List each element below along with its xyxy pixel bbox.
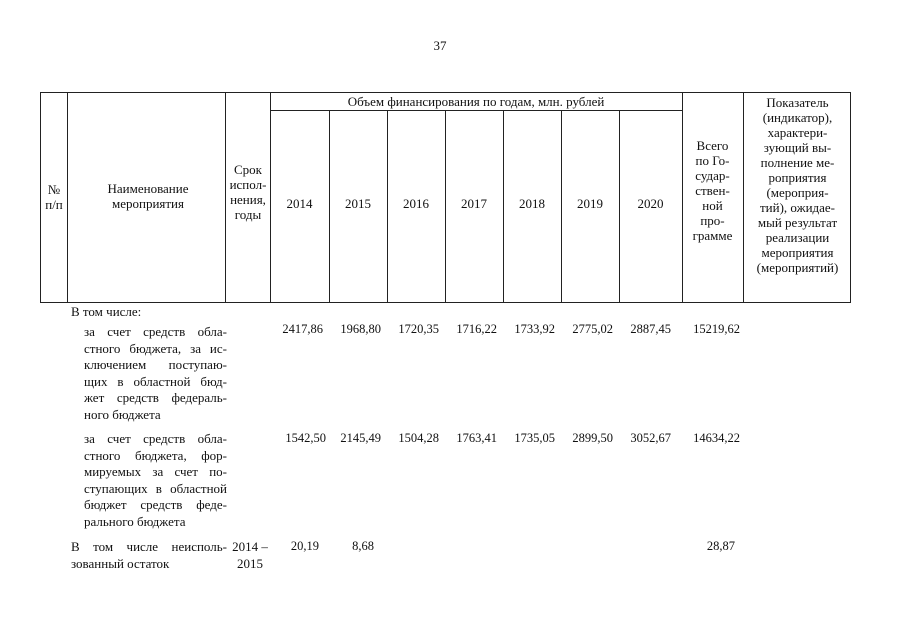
row2-name: за счет средств обла- стного бюджета, фор- мируемых за счет по- ступающих в областной бюджет средств феде- рального бюджета (84, 431, 227, 529)
row2-2017: 1763,41 (456, 431, 497, 445)
row1-total: 15219,62 (693, 322, 740, 336)
year-2017: 2017 (461, 196, 487, 211)
row2-2016: 1504,28 (398, 431, 439, 445)
header-total: Всего по Го- судар- ствен- ной про- грамме (692, 138, 733, 243)
header-indicator: Показатель (индикатор), характери- зующий вы- полнение ме- роприятия (мероприя- тий), ожидае- мый результат реализации мероприятия (мероприятий) (756, 95, 839, 275)
year-2014: 2014 (286, 196, 313, 211)
year-2020: 2020 (637, 196, 664, 211)
row2-2018: 1735,05 (514, 431, 555, 445)
intro-text: В том числе: (71, 304, 142, 319)
header-funding: Объем финансирования по годам, млн. рублей (347, 94, 605, 109)
row3-name: В том числе неисполь- зованный остаток (71, 539, 227, 571)
row1-2017: 1716,22 (456, 322, 497, 336)
row2-total: 14634,22 (693, 431, 740, 445)
row3-total: 28,87 (706, 539, 735, 553)
year-2016: 2016 (403, 196, 429, 211)
row1-2015: 1968,80 (340, 322, 381, 336)
row3-term: 2014 – 2015 (232, 539, 268, 571)
row1-2016: 1720,35 (398, 322, 439, 336)
header-term: Срок испол-нения, годы (229, 162, 267, 222)
row2-2020: 3052,67 (630, 431, 671, 445)
header-name: Наименование мероприятия (107, 181, 189, 211)
year-2019: 2019 (577, 196, 603, 211)
row3-2014: 20,19 (290, 539, 319, 553)
page-number: 37 (433, 38, 447, 53)
year-2018: 2018 (519, 196, 545, 211)
row1-2020: 2887,45 (630, 322, 671, 336)
header-num: № п/п (45, 182, 63, 212)
row1-2014: 2417,86 (282, 322, 323, 336)
row1-2019: 2775,02 (572, 322, 613, 336)
row2-2019: 2899,50 (572, 431, 613, 445)
row3-2015: 8,68 (352, 539, 374, 553)
row2-2014: 1542,50 (285, 431, 326, 445)
row2-2015: 2145,49 (340, 431, 381, 445)
year-2015: 2015 (345, 196, 371, 211)
row1-name: за счет средств обла- стного бюджета, за ис- ключением поступаю- щих в областной бюд- жет средств федераль- ного бюджета (84, 324, 227, 422)
row1-2018: 1733,92 (514, 322, 555, 336)
